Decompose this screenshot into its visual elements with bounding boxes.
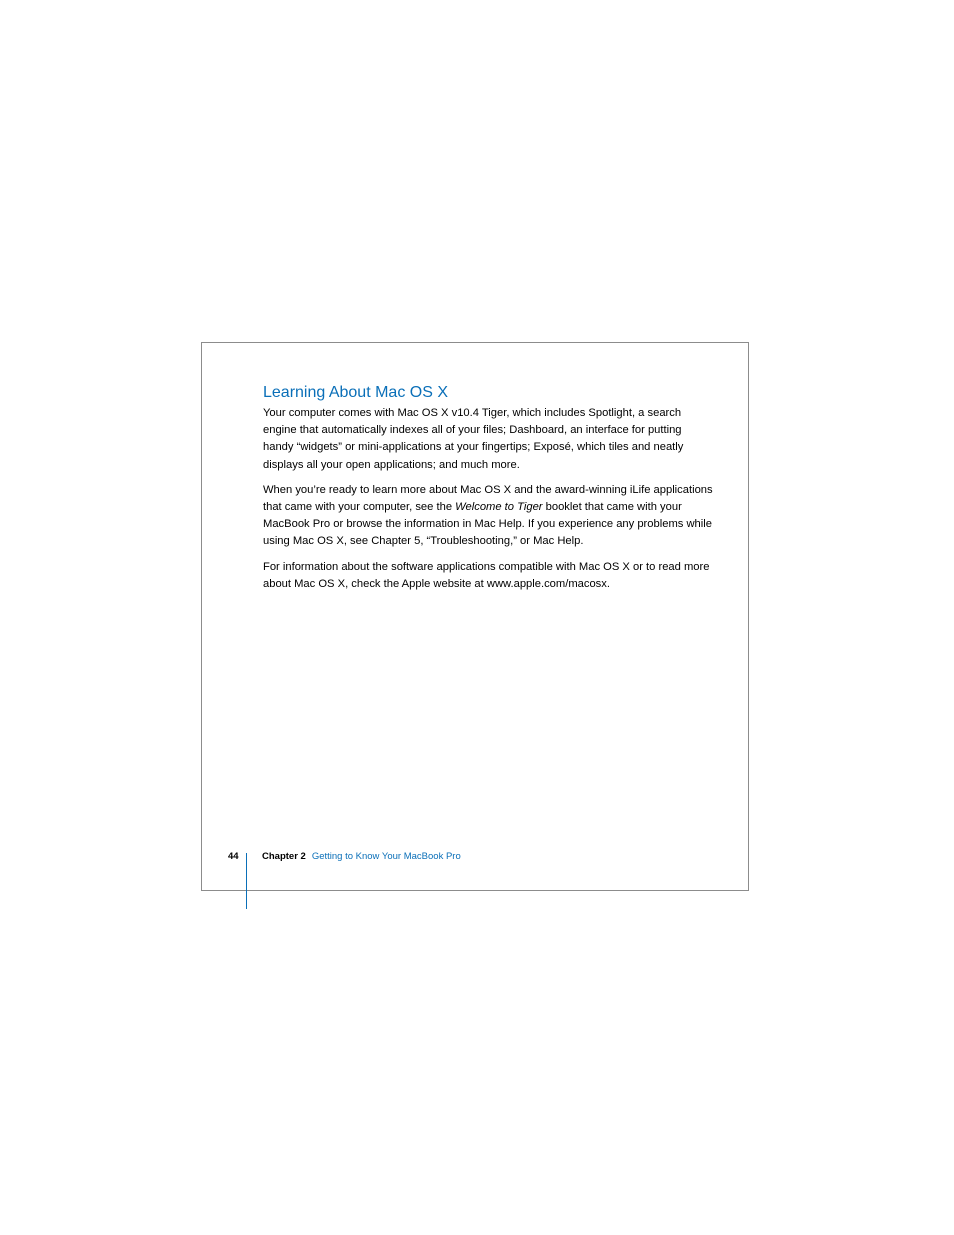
chapter-title: Getting to Know Your MacBook Pro bbox=[311, 851, 461, 862]
section-title: Learning About Mac OS X bbox=[263, 384, 448, 401]
chapter-label: Chapter 2 bbox=[262, 851, 306, 862]
paragraph-learn-more-part-2: booklet that came with your MacBook Pro or browse the information in Mac Help. If you experience any problems while using Mac OS X, see Chapter 5, “Troubleshooting,” or Mac Help. bbox=[263, 501, 712, 548]
paragraph-learn-more-part-1: When you’re ready to learn more about Mac OS X and the award-winning iLife applications that came with your computer, see the bbox=[263, 483, 713, 514]
paragraph-intro: Your computer comes with Mac OS X v10.4 Tiger, which includes Spotlight, a search engine that automatically indexes all of your files; Dashboard, an interface for putting handy “widgets” or mini-applications at your fingertips; Exposé, which tiles and neatly displays all your open applications; and much more. bbox=[263, 407, 684, 471]
book-title-italic: Welcome to Tiger bbox=[455, 501, 543, 514]
footer-divider bbox=[246, 853, 247, 909]
paragraph-website: For information about the software applications compatible with Mac OS X or to read more about Mac OS X, check the Apple website at www.apple.com/macosx. bbox=[263, 560, 710, 590]
page-number: 44 bbox=[228, 851, 239, 862]
footer-chapter bbox=[262, 851, 461, 863]
page-content bbox=[263, 383, 713, 601]
paragraph-learn-more bbox=[263, 482, 713, 551]
